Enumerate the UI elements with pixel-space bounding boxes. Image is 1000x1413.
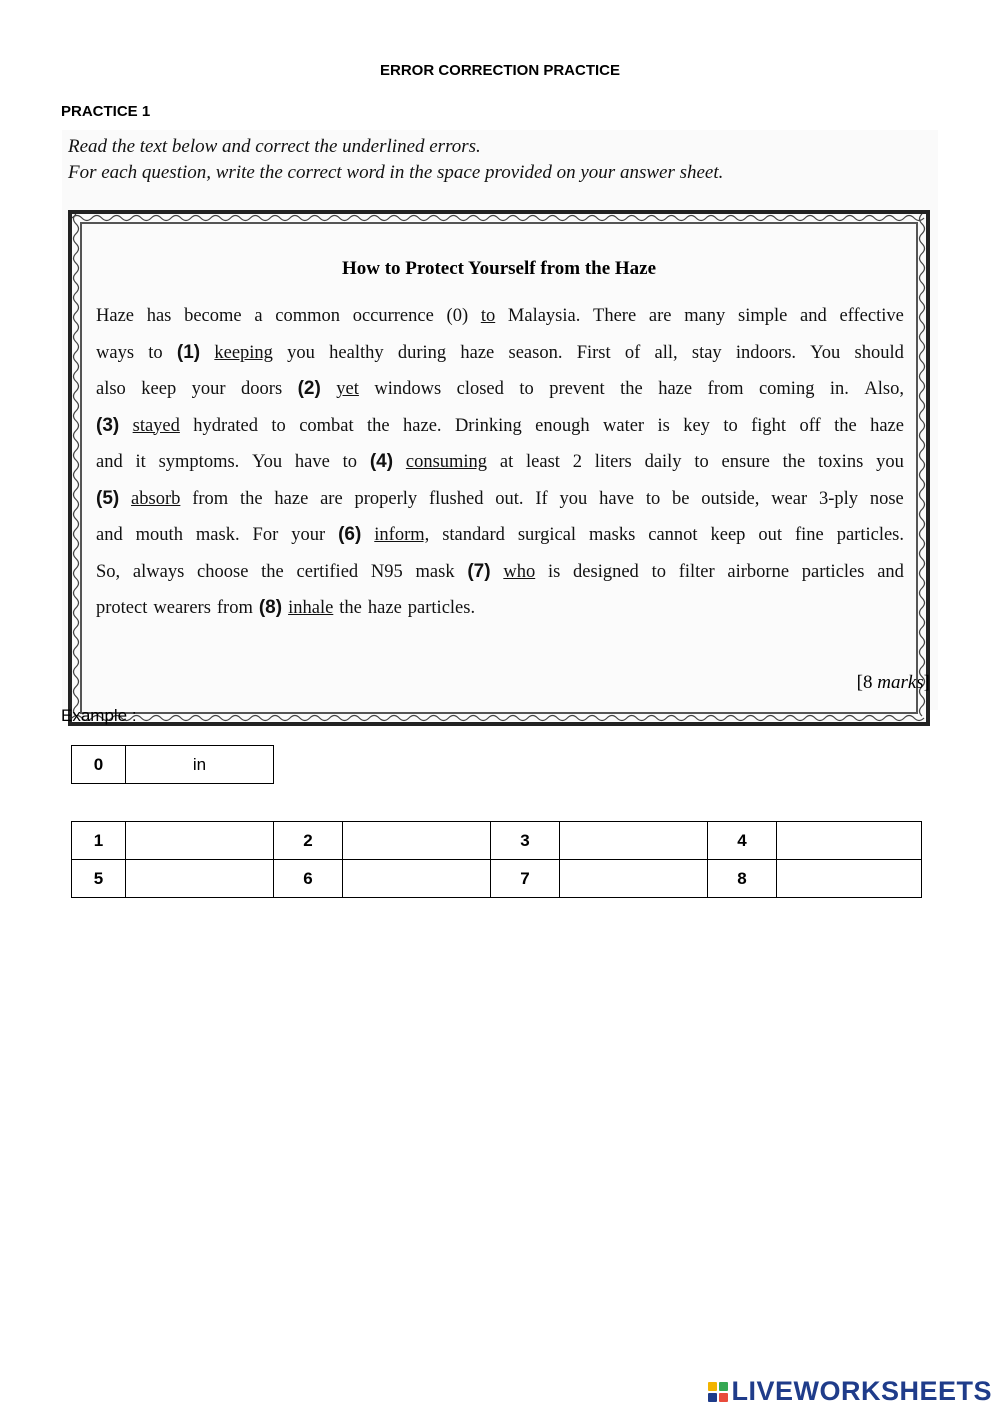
- passage-word: mouth: [135, 525, 183, 545]
- passage-word: and: [96, 452, 123, 472]
- marks-suffix: ]: [923, 672, 930, 693]
- passage-word: haze: [367, 598, 402, 618]
- scanned-exercise: [62, 130, 938, 710]
- passage-line: [96, 408, 904, 445]
- passage-word: has: [146, 306, 172, 326]
- passage-word: the: [261, 561, 284, 582]
- passage-word: masks: [589, 525, 636, 545]
- underlined-error: inform,: [374, 525, 430, 545]
- passage-word: at: [499, 452, 514, 472]
- passage-word: properly: [354, 488, 418, 509]
- question-number: (6): [338, 524, 362, 545]
- passage-word: particles: [801, 561, 865, 582]
- practice-heading: PRACTICE 1: [61, 103, 151, 120]
- passage-word: First: [576, 342, 611, 363]
- passage-word: become: [184, 306, 242, 326]
- frame-border-wave-left: [71, 214, 81, 722]
- question-number: (1): [176, 341, 201, 363]
- passage-word: There: [593, 306, 637, 326]
- marks-prefix: [8: [856, 672, 878, 693]
- passage-word: from: [192, 488, 229, 509]
- passage-word: least: [526, 452, 560, 472]
- liveworksheets-brand: [707, 1376, 992, 1407]
- passage-word: have: [599, 488, 634, 509]
- passage-title: How to Protect Yourself from the Haze: [341, 258, 657, 279]
- answer-input-7[interactable]: [560, 860, 707, 897]
- passage-word: off: [799, 415, 821, 436]
- passage-line: [96, 481, 904, 518]
- passage-word: be: [672, 488, 690, 509]
- passage-word: the: [620, 379, 643, 399]
- passage-word: haze: [870, 415, 904, 436]
- example-answer: in: [126, 746, 274, 784]
- passage-word: simple: [738, 306, 788, 326]
- underlined-error: stayed: [132, 415, 180, 436]
- passage-word: from: [707, 379, 744, 399]
- passage-word: to: [645, 488, 661, 509]
- passage-word: to: [148, 342, 163, 363]
- passage-word: Also,: [864, 379, 904, 399]
- passage-word: mask: [415, 561, 455, 582]
- passage-word: haze: [274, 488, 309, 509]
- answer-cell[interactable]: [777, 860, 922, 898]
- passage-word: to: [651, 561, 666, 582]
- passage-word: you: [287, 342, 315, 363]
- passage-word: it: [135, 452, 146, 472]
- passage-word: closed: [456, 379, 504, 399]
- liveworksheets-logo-icon: [707, 1381, 729, 1403]
- passage-word: a: [254, 306, 263, 326]
- passage-word: (0): [446, 306, 469, 326]
- answer-number: 7: [491, 860, 560, 898]
- passage-word: the: [339, 598, 362, 618]
- answer-input-3[interactable]: [560, 822, 707, 859]
- passage-word: should: [854, 342, 904, 363]
- passage-word: For: [252, 525, 279, 545]
- answer-number: 8: [708, 860, 777, 898]
- passage-word: airborne: [727, 561, 790, 582]
- answer-input-8[interactable]: [777, 860, 921, 897]
- passage-word: are: [648, 306, 672, 326]
- example-row: [72, 746, 274, 784]
- passage-word: have: [294, 452, 330, 472]
- passage-word: liters: [594, 452, 632, 472]
- passage-word: combat: [299, 415, 354, 436]
- passage-line: [96, 590, 904, 627]
- example-number: 0: [72, 746, 126, 784]
- passage-word: symptoms.: [158, 452, 240, 472]
- passage-word: out: [758, 525, 783, 545]
- answer-cell[interactable]: [343, 860, 491, 898]
- passage-word: Haze: [96, 306, 134, 326]
- passage-word: nose: [869, 488, 904, 509]
- passage-line: [96, 444, 904, 481]
- answer-number: 2: [274, 822, 343, 860]
- passage-word: to: [342, 452, 358, 472]
- question-number: (5): [96, 487, 120, 509]
- passage-word: toxins: [818, 452, 864, 472]
- passage-word: to: [519, 379, 534, 399]
- answer-input-2[interactable]: [343, 822, 490, 859]
- answer-number: 1: [72, 822, 126, 860]
- passage-word: of: [624, 342, 641, 363]
- instruction-line-1: Read the text below and correct the underlined errors.: [68, 136, 481, 157]
- passage-word: certified: [296, 561, 359, 582]
- passage-word: choose: [197, 561, 249, 582]
- answer-cell[interactable]: [777, 822, 922, 860]
- passage-word: N95: [370, 561, 403, 582]
- passage-line: [96, 298, 904, 335]
- passage-word: wear: [771, 488, 808, 509]
- passage-frame: [68, 210, 930, 726]
- passage-word: designed: [573, 561, 639, 582]
- question-number: (8): [258, 597, 283, 618]
- passage-word: during: [397, 342, 447, 363]
- answer-row: [72, 860, 922, 898]
- answer-cell[interactable]: [126, 860, 274, 898]
- passage-text: [96, 298, 904, 627]
- frame-border-wave-bottom: [72, 713, 926, 723]
- passage-line: [96, 517, 904, 554]
- passage-word: fight: [751, 415, 787, 436]
- passage-word: always: [132, 561, 185, 582]
- passage-word: common: [275, 306, 340, 326]
- answer-cell[interactable]: [343, 822, 491, 860]
- passage-word: So,: [96, 561, 121, 582]
- passage-word: to: [694, 452, 709, 472]
- answer-cell[interactable]: [126, 822, 274, 860]
- passage-word: to: [723, 415, 738, 436]
- answer-number: 5: [72, 860, 126, 898]
- passage-word: outside,: [701, 488, 760, 509]
- passage-word: in.: [829, 379, 849, 399]
- answer-table: [71, 821, 922, 898]
- passage-word: stay: [691, 342, 722, 363]
- underlined-error: who: [503, 561, 536, 582]
- example-table: [71, 745, 274, 784]
- passage-word: haze: [460, 342, 495, 363]
- passage-word: You: [810, 342, 841, 363]
- passage-word: 2: [572, 452, 582, 472]
- passage-word: healthy: [329, 342, 384, 363]
- passage-word: your: [191, 379, 226, 399]
- passage-word: particles.: [836, 525, 904, 545]
- question-number: (4): [369, 451, 394, 472]
- passage-word: the: [782, 452, 806, 472]
- underlined-error: absorb: [131, 488, 181, 509]
- answer-input-6[interactable]: [343, 860, 490, 897]
- passage-word: also: [96, 379, 126, 399]
- passage-word: mask.: [195, 525, 240, 545]
- passage-word: If: [535, 488, 548, 509]
- passage-word: daily: [644, 452, 682, 472]
- passage-word: keep: [141, 379, 177, 399]
- page-title: ERROR CORRECTION PRACTICE: [379, 62, 620, 79]
- passage-word: the: [239, 488, 263, 509]
- passage-word: the: [834, 415, 857, 436]
- passage-word: filter: [678, 561, 715, 582]
- passage-word: standard: [442, 525, 505, 545]
- passage-word: you: [876, 452, 904, 472]
- passage-word: wearers: [153, 598, 211, 618]
- answer-input-4[interactable]: [777, 822, 921, 859]
- passage-word: Malaysia.: [507, 306, 581, 326]
- passage-word: season.: [508, 342, 563, 363]
- underlined-error: keeping: [214, 342, 273, 363]
- question-number: (7): [467, 560, 491, 582]
- passage-word: occurrence: [352, 306, 434, 326]
- underlined-error: to: [480, 306, 496, 326]
- passage-word: and: [96, 525, 123, 545]
- passage-word: Drinking: [454, 415, 522, 436]
- passage-word: enough: [535, 415, 590, 436]
- answer-number: 4: [708, 822, 777, 860]
- answer-row: [72, 822, 922, 860]
- passage-word: coming: [758, 379, 815, 399]
- brand-name: LIVEWORKSHEETS: [731, 1376, 992, 1406]
- passage-word: to: [271, 415, 286, 436]
- passage-word: 3-ply: [818, 488, 859, 509]
- underlined-error: inhale: [288, 598, 334, 618]
- passage-word: fine: [794, 525, 824, 545]
- question-number: (2): [297, 378, 321, 399]
- passage-line: [96, 335, 904, 372]
- answer-cell[interactable]: [560, 822, 708, 860]
- passage-word: windows: [374, 379, 442, 399]
- frame-border-wave-top: [72, 213, 926, 223]
- passage-word: water: [603, 415, 645, 436]
- passage-word: ensure: [721, 452, 770, 472]
- question-number: (3): [96, 414, 120, 436]
- passage-word: is: [657, 415, 670, 436]
- passage-word: indoors.: [735, 342, 797, 363]
- passage-word: ways: [96, 342, 135, 363]
- passage-word: key: [683, 415, 710, 436]
- passage-word: particles.: [407, 598, 476, 618]
- passage-word: all,: [654, 342, 678, 363]
- passage-word: doors: [241, 379, 283, 399]
- passage-word: haze: [658, 379, 693, 399]
- marks-word: marks: [877, 672, 924, 693]
- passage-word: You: [252, 452, 283, 472]
- passage-word: many: [684, 306, 726, 326]
- example-label: Example :: [61, 706, 137, 725]
- underlined-error: consuming: [405, 452, 488, 472]
- underlined-error: yet: [336, 379, 359, 399]
- answer-number: 3: [491, 822, 560, 860]
- passage-line: [96, 554, 904, 591]
- frame-border-wave-right: [917, 214, 927, 722]
- passage-word: prevent: [549, 379, 605, 399]
- passage-word: haze.: [403, 415, 442, 436]
- passage-word: flushed: [429, 488, 484, 509]
- answer-number: 6: [274, 860, 343, 898]
- answer-input-1[interactable]: [126, 822, 273, 859]
- instruction-line-2: For each question, write the correct word in the space provided on your answer sheet.: [68, 162, 724, 183]
- passage-word: your: [291, 525, 326, 545]
- passage-word: are: [320, 488, 343, 509]
- passage-word: hydrated: [193, 415, 259, 436]
- answer-cell[interactable]: [560, 860, 708, 898]
- passage-word: keep: [710, 525, 746, 545]
- answer-input-5[interactable]: [126, 860, 273, 897]
- passage-word: and: [800, 306, 827, 326]
- passage-word: from: [216, 598, 253, 618]
- passage-word: the: [367, 415, 390, 436]
- passage-word: cannot: [648, 525, 698, 545]
- passage-line: [96, 371, 904, 408]
- passage-word: is: [547, 561, 561, 582]
- passage-word: out.: [495, 488, 524, 509]
- marks-label: [857, 672, 930, 694]
- passage-word: and: [877, 561, 904, 582]
- passage-word: effective: [839, 306, 904, 326]
- passage-word: you: [559, 488, 588, 509]
- passage-word: surgical: [517, 525, 577, 545]
- passage-word: protect: [96, 598, 148, 618]
